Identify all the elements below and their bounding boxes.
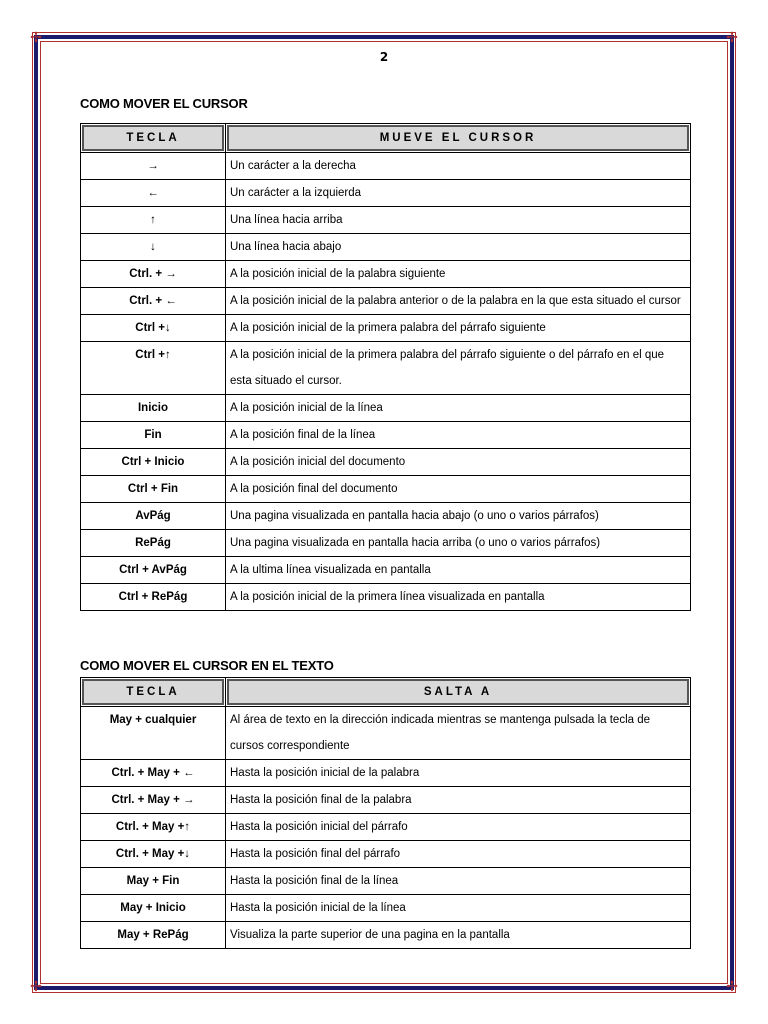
shortcut-description: Un carácter a la derecha [226,153,691,180]
section-title-mover-cursor: COMO MOVER EL CURSOR [80,96,248,111]
frame-corner-ornament-icon: ✢ [30,30,42,46]
table-row [81,288,691,315]
shortcut-key: AvPág [81,503,226,530]
shortcut-description: Hasta la posición inicial de la línea [226,895,691,922]
table-header-row [81,124,691,153]
table-row [81,422,691,449]
table-row [81,895,691,922]
table-header-row [81,678,691,707]
shortcut-description: Hasta la posición final del párrafo [226,841,691,868]
shortcut-description: A la posición inicial de la palabra siguiente [226,261,691,288]
shortcut-key: Ctrl + AvPág [81,557,226,584]
shortcut-key: → [81,153,226,180]
table-row [81,787,691,814]
shortcut-key: May + cualquier [81,707,226,760]
frame-corner-ornament-icon: ✢ [726,979,738,995]
page-number: 2 [379,50,389,64]
shortcut-key: Ctrl + RePág [81,584,226,611]
table-row [81,707,691,760]
shortcut-key: Fin [81,422,226,449]
shortcut-description: Hasta la posición inicial del párrafo [226,814,691,841]
frame-corner-ornament-icon: ✢ [726,30,738,46]
shortcut-description: Una línea hacia arriba [226,207,691,234]
shortcut-key: Ctrl. + May +↓ [81,841,226,868]
table-row [81,153,691,180]
shortcut-key: RePág [81,530,226,557]
header-salta-a: SALTA A [226,678,691,707]
header-mueve-el-cursor: MUEVE EL CURSOR [226,124,691,153]
shortcut-key: ↑ [81,207,226,234]
shortcut-description: A la posición inicial de la primera línea visualizada en pantalla [226,584,691,611]
shortcut-description: A la posición inicial de la primera palabra del párrafo siguiente [226,315,691,342]
table-row [81,922,691,949]
shortcut-description: Hasta la posición final de la palabra [226,787,691,814]
shortcut-key: Ctrl + Fin [81,476,226,503]
shortcut-description: Un carácter a la izquierda [226,180,691,207]
shortcut-description: A la posición final del documento [226,476,691,503]
shortcut-description: A la posición inicial del documento [226,449,691,476]
text-jump-table [80,677,691,949]
table-row [81,868,691,895]
section-title-mover-cursor-texto: COMO MOVER EL CURSOR EN EL TEXTO [80,658,334,673]
frame-corner-ornament-icon: ✢ [30,979,42,995]
shortcut-description: A la posición inicial de la línea [226,395,691,422]
shortcut-key: ← [81,180,226,207]
table-row [81,476,691,503]
shortcut-description: Una pagina visualizada en pantalla hacia abajo (o uno o varios párrafos) [226,503,691,530]
shortcut-description: A la posición inicial de la primera palabra del párrafo siguiente o del párrafo en el que esta situado el cursor. [226,342,691,395]
shortcut-key: Ctrl +↓ [81,315,226,342]
shortcut-description: A la posición inicial de la palabra anterior o de la palabra en la que esta situado el cursor [226,288,691,315]
header-tecla: TECLA [81,124,226,153]
shortcut-description: A la ultima línea visualizada en pantalla [226,557,691,584]
table-row [81,261,691,288]
shortcut-key: Ctrl. + → [81,261,226,288]
table-row [81,557,691,584]
table-row [81,503,691,530]
shortcut-description: Al área de texto en la dirección indicada mientras se mantenga pulsada la tecla de cursos correspondiente [226,707,691,760]
table-row [81,449,691,476]
table-row [81,760,691,787]
table-row [81,207,691,234]
table-row [81,584,691,611]
table-row [81,180,691,207]
shortcut-key: May + Inicio [81,895,226,922]
shortcut-key: Ctrl + Inicio [81,449,226,476]
shortcut-description: A la posición final de la línea [226,422,691,449]
shortcut-key: Ctrl. + May +↑ [81,814,226,841]
shortcut-key: Ctrl. + ← [81,288,226,315]
shortcut-key: Ctrl. + May + → [81,787,226,814]
shortcut-key: Ctrl +↑ [81,342,226,395]
cursor-movement-table [80,123,691,611]
header-tecla: TECLA [81,678,226,707]
table-row [81,841,691,868]
table-row [81,530,691,557]
shortcut-key: May + Fin [81,868,226,895]
shortcut-key: ↓ [81,234,226,261]
shortcut-key: May + RePág [81,922,226,949]
table-row [81,315,691,342]
shortcut-description: Una pagina visualizada en pantalla hacia arriba (o uno o varios párrafos) [226,530,691,557]
table-row [81,342,691,395]
shortcut-description: Visualiza la parte superior de una pagina en la pantalla [226,922,691,949]
table-row [81,814,691,841]
shortcut-description: Una línea hacia abajo [226,234,691,261]
table-row [81,234,691,261]
shortcut-description: Hasta la posición inicial de la palabra [226,760,691,787]
shortcut-key: Inicio [81,395,226,422]
shortcut-key: Ctrl. + May + ← [81,760,226,787]
shortcut-description: Hasta la posición final de la línea [226,868,691,895]
table-row [81,395,691,422]
